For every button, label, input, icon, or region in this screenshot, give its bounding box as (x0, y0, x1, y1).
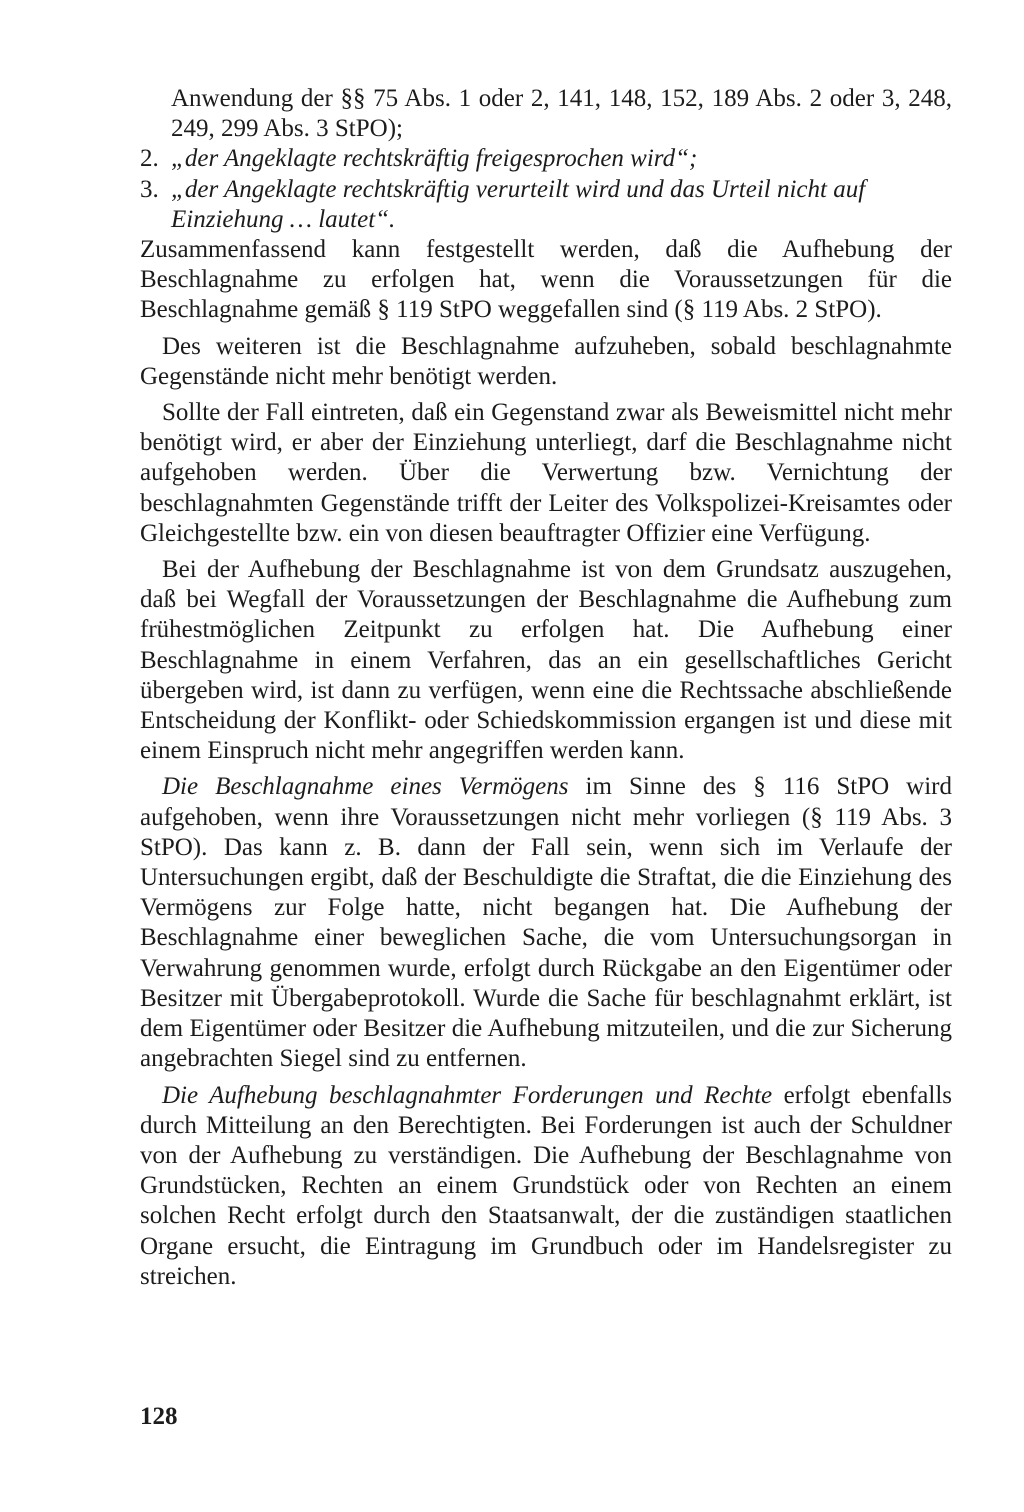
paragraph-no-longer-needed: Des weiteren ist die Beschlagnahme aufzuheben, sobald beschlagnahmte Gegenstände nicht mehr benötigt werden. (140, 332, 952, 390)
list-item (140, 144, 952, 174)
list-continuation: Anwendung der §§ 75 Abs. 1 oder 2, 141, 148, 152, 189 Abs. 2 oder 3, 248, 249, 299 Abs. 3 StPO); (171, 85, 952, 143)
paragraph-summary: Zusammenfassend kann festgestellt werden, daß die Aufhebung der Beschlagnahme zu erfolgen hat, wenn die Voraussetzungen für die Beschlagnahme gemäß § 119 StPO weggefallen sind (§ 119 Abs. 2 StPO). (140, 236, 952, 324)
page-body (140, 84, 952, 1292)
list-item-number: 3. (140, 175, 159, 203)
list-item-number: 2. (140, 145, 159, 173)
list-item (140, 175, 952, 235)
paragraph-principle: Bei der Aufhebung der Beschlagnahme ist von dem Grundsatz auszugehen, daß bei Wegfall der Voraussetzungen der Beschlagnahme die Aufhebung zum frühestmöglichen Zeitpunkt zu erfolgen hat. Die Aufhebung einer Beschlagnahme in einem Verfahren, das an ein gesellschaftliches Gericht übergeben wird, ist dann zu verfügen, wenn eine die Rechtssache abschließende Entscheidung der Konflikt- oder Schiedskommission ergangen ist und diese mit einem Einspruch nicht mehr angegriffen werden kann. (140, 556, 952, 765)
list-item-text: „der Angeklagte rechtskräftig verurteilt wird und das Urteil nicht auf Einziehung … lautet“. (171, 175, 866, 233)
paragraph-assets-lead: Die Beschlagnahme eines Vermögens (162, 773, 569, 801)
list-item-text: „der Angeklagte rechtskräftig freigesprochen wird“; (171, 145, 698, 173)
page-number: 128 (140, 1403, 178, 1430)
paragraph-claims-lead: Die Aufhebung beschlagnahmter Forderungen und Rechte (162, 1081, 773, 1109)
paragraph-claims-text: erfolgt ebenfalls durch Mitteilung an den Berechtigten. Bei Forderungen ist auch der Schuldner von der Aufhebung zu verständigen. Die Aufhebung der Beschlagnahme von Grundstücken, Rechten an einem Grundstück oder von Rechten an einem solchen Recht erfolgt durch den Staatsanwalt, der die zuständigen staatlichen Organe ersucht, die Eintragung im Grundbuch oder im Handelsregister zu streichen. (140, 1081, 953, 1290)
paragraph-assets (140, 772, 952, 1074)
paragraph-confiscation: Sollte der Fall eintreten, daß ein Gegenstand zwar als Beweismittel nicht mehr benötigt wird, er aber der Einziehung unterliegt, darf die Beschlagnahme nicht aufgehoben werden. Über die Verwertung bzw. Vernichtung der beschlagnahmten Gegenstände trifft der Leiter des Volkspolizei-Kreisamtes oder Gleichgestellte bzw. ein von diesen beauftragter Offizier eine Verfügung. (140, 399, 952, 547)
paragraph-assets-text: im Sinne des § 116 StPO wird aufgehoben, wenn ihre Voraussetzungen nicht mehr vorliegen (§ 119 Abs. 3 StPO). Das kann z. B. dann der Fall sein, wenn sich im Verlaufe der Untersuchungen ergibt, daß der Beschuldigte die Straftat, die die Einziehung des Vermögens zur Folge hatte, nicht begangen hat. Die Aufhebung der Beschlagnahme einer beweglichen Sache, die vom Untersuchungsorgan in Verwahrung genommen wurde, erfolgt durch Rückgabe an den Eigentümer oder Besitzer mit Übergabeprotokoll. Wurde die Sache für beschlagnahmt erklärt, ist dem Eigentümer oder Besitzer die Aufhebung mitzuteilen, und die zur Sicherung angebrachten Siegel sind zu entfernen. (140, 773, 952, 1073)
paragraph-claims-rights (140, 1081, 952, 1292)
